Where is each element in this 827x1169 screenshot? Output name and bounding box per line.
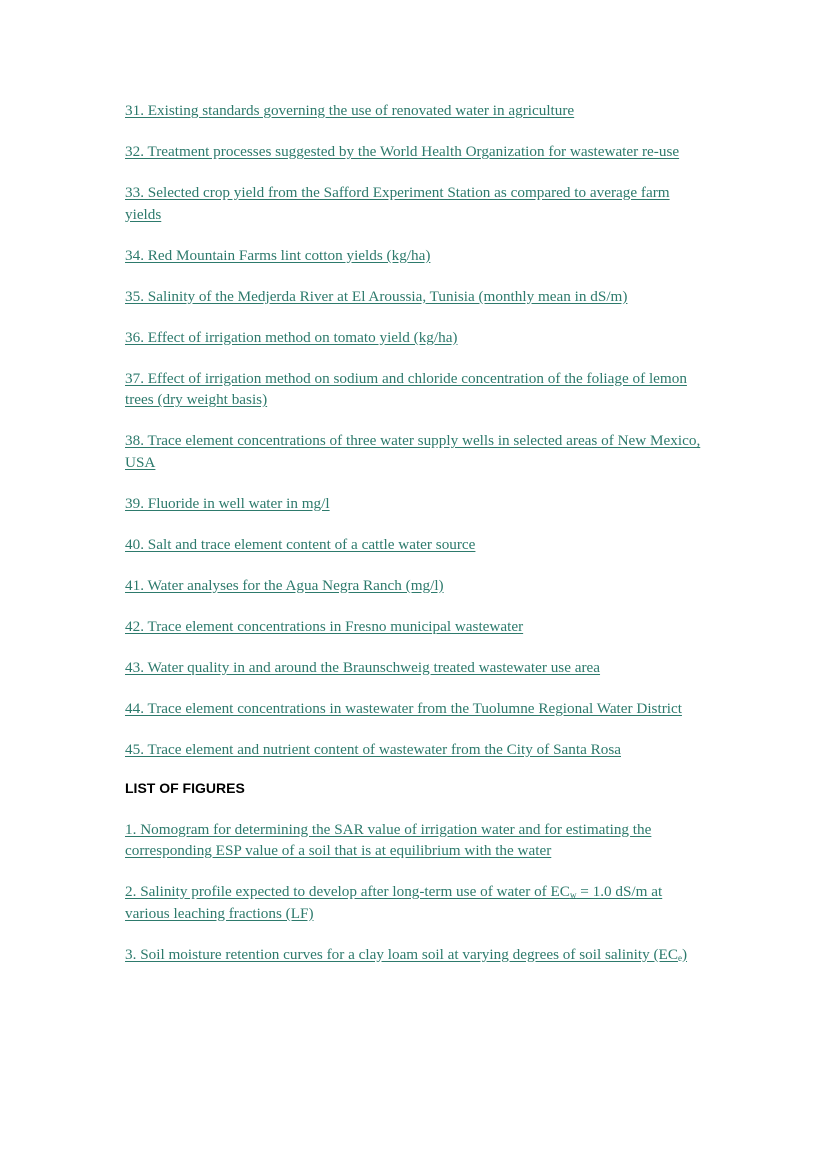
figure-2-text: 2. Salinity profile expected to develop after long-term use of water of EC [125, 883, 570, 900]
table-link-32[interactable]: 32. Treatment processes suggested by the World Health Organization for wastewater re-use [125, 143, 680, 160]
table-link-43[interactable]: 43. Water quality in and around the Braunschweig treated wastewater use area [125, 658, 601, 676]
table-link-45[interactable]: 45. Trace element and nutrient content of wastewater from the City of Santa Rosa [125, 740, 621, 758]
table-link-34[interactable]: 34. Red Mountain Farms lint cotton yields (kg/ha) [125, 246, 431, 264]
table-link-35[interactable]: 35. Salinity of the Medjerda River at El Aroussia, Tunisia (monthly mean in dS/m) [125, 287, 628, 305]
table-link-31[interactable]: 31. Existing standards governing the use of renovated water in agriculture [125, 102, 575, 119]
table-link-38[interactable]: 38. Trace element concentrations of three water supply wells in selected areas of New Mexico, USA [125, 432, 701, 471]
figure-link-2[interactable] [125, 881, 705, 924]
figure-3-text-end: ) [681, 945, 688, 963]
table-link-36[interactable]: 36. Effect of irrigation method on tomato yield (kg/ha) [125, 328, 458, 346]
figure-link-1[interactable]: 1. Nomogram for determining the SAR value of irrigation water and for estimating the corresponding ESP value of a soil that is at equilibrium with the water [125, 820, 652, 859]
document-page [125, 100, 705, 985]
figure-2-text-end: = 1.0 dS/m at various leaching fractions (LF) [125, 883, 663, 922]
table-link-41[interactable]: 41. Water analyses for the Agua Negra Ranch (mg/l) [125, 576, 444, 594]
figure-3-subscript: e [677, 952, 682, 963]
figure-link-3[interactable] [125, 944, 705, 966]
table-link-42[interactable]: 42. Trace element concentrations in Fresno municipal wastewater [125, 617, 524, 635]
table-link-40[interactable]: 40. Salt and trace element content of a cattle water source [125, 535, 476, 553]
table-link-44[interactable]: 44. Trace element concentrations in wastewater from the Tuolumne Regional Water District [125, 699, 682, 717]
table-link-39[interactable]: 39. Fluoride in well water in mg/l [125, 494, 330, 512]
table-link-33[interactable]: 33. Selected crop yield from the Safford Experiment Station as compared to average farm yields [125, 184, 670, 223]
table-link-37[interactable]: 37. Effect of irrigation method on sodium and chloride concentration of the foliage of lemon trees (dry weight basis) [125, 369, 687, 408]
list-of-figures-heading: LIST OF FIGURES [125, 779, 245, 796]
figure-2-subscript: w [569, 890, 577, 900]
figure-3-text: 3. Soil moisture retention curves for a clay loam soil at varying degrees of soil salinity (EC [125, 945, 678, 963]
